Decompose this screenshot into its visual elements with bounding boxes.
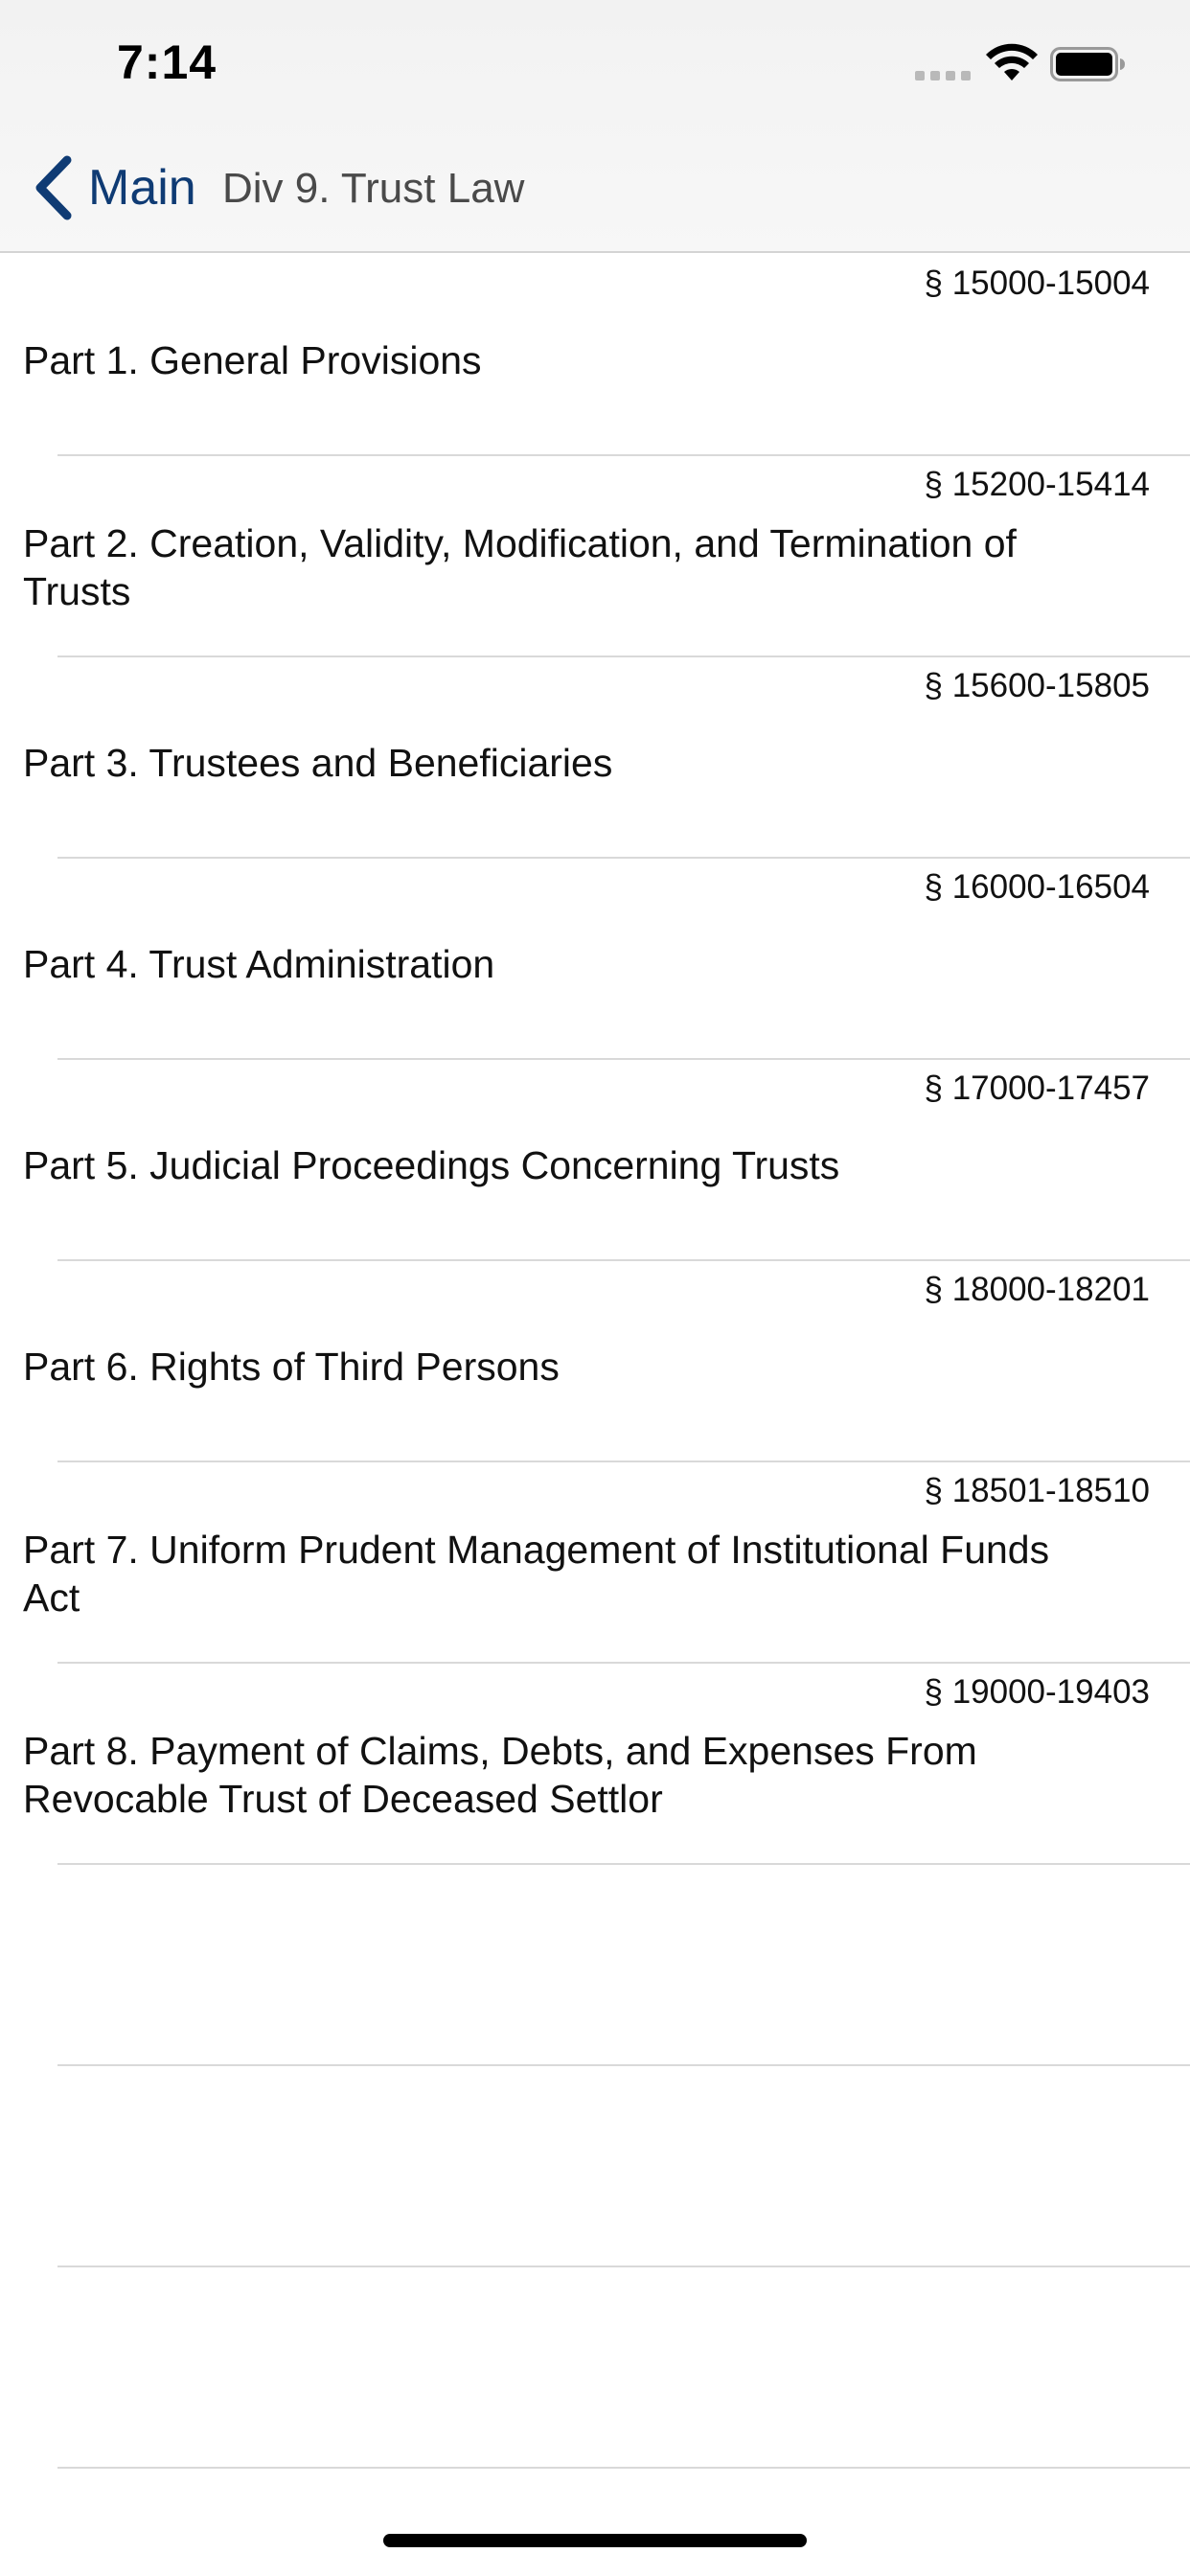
list-item-part-2[interactable] bbox=[0, 454, 1190, 656]
header bbox=[0, 0, 1190, 253]
empty-row bbox=[0, 2064, 1190, 2266]
part-title: Part 1. General Provisions bbox=[23, 338, 482, 382]
section-range: § 18000-18201 bbox=[924, 1271, 1150, 1308]
status-time: 7:14 bbox=[117, 35, 217, 89]
list-item-part-8[interactable] bbox=[0, 1662, 1190, 1863]
empty-row bbox=[0, 1863, 1190, 2064]
list-item-part-1[interactable] bbox=[0, 253, 1190, 454]
chevron-left-icon bbox=[31, 154, 75, 221]
parts-list bbox=[0, 253, 1190, 2467]
list-item-part-6[interactable] bbox=[0, 1259, 1190, 1460]
wifi-icon bbox=[985, 42, 1039, 84]
battery-icon bbox=[1050, 47, 1127, 81]
part-title: Part 4. Trust Administration bbox=[23, 942, 495, 986]
part-title: Part 5. Judicial Proceedings Concerning Trusts bbox=[23, 1143, 840, 1187]
list-item-part-3[interactable] bbox=[0, 656, 1190, 857]
section-range: § 19000-19403 bbox=[924, 1673, 1150, 1711]
list-item-part-4[interactable] bbox=[0, 857, 1190, 1058]
part-title: Part 3. Trustees and Beneficiaries bbox=[23, 741, 613, 785]
cellular-signal-icon bbox=[915, 71, 971, 80]
row-separator bbox=[57, 2467, 1190, 2469]
part-title: Part 7. Uniform Prudent Management of Institutional Funds Act bbox=[23, 1528, 1050, 1620]
nav-title: Div 9. Trust Law bbox=[222, 165, 525, 212]
back-button[interactable] bbox=[31, 153, 196, 222]
section-range: § 15000-15004 bbox=[924, 264, 1150, 302]
part-title: Part 2. Creation, Validity, Modification, and Termination of Trusts bbox=[23, 521, 1017, 613]
list-item-part-7[interactable] bbox=[0, 1460, 1190, 1662]
back-label: Main bbox=[88, 160, 196, 216]
section-range: § 18501-18510 bbox=[924, 1472, 1150, 1509]
section-range: § 15200-15414 bbox=[924, 466, 1150, 503]
section-range: § 15600-15805 bbox=[924, 667, 1150, 704]
list-item-part-5[interactable] bbox=[0, 1058, 1190, 1259]
home-indicator[interactable] bbox=[383, 2534, 807, 2547]
part-title: Part 6. Rights of Third Persons bbox=[23, 1345, 560, 1389]
section-range: § 16000-16504 bbox=[924, 868, 1150, 906]
part-title: Part 8. Payment of Claims, Debts, and Expenses From Revocable Trust of Deceased Settlor bbox=[23, 1729, 977, 1821]
empty-row bbox=[0, 2266, 1190, 2467]
section-range: § 17000-17457 bbox=[924, 1070, 1150, 1107]
